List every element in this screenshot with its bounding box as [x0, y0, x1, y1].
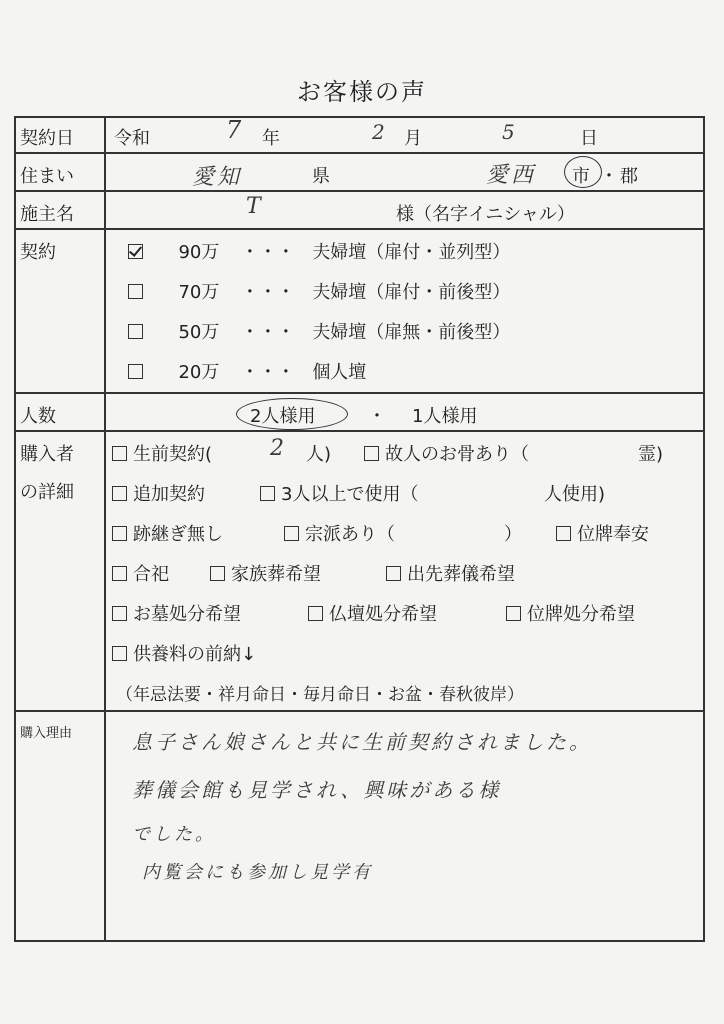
- detail-away-funeral: [386, 560, 515, 586]
- pre-contract-checkbox[interactable]: [112, 446, 127, 461]
- row-divider: [16, 710, 703, 712]
- label-buyer-details-1: 購入者: [20, 444, 74, 465]
- city-unit: 市: [572, 166, 590, 187]
- option-desc: 夫婦壇（扉付・前後型）: [312, 282, 511, 303]
- feedback-form: [14, 116, 705, 942]
- detail-sect: [284, 520, 395, 546]
- three-plus-label: 3人以上で使用（: [281, 484, 419, 505]
- detail-remains: [364, 440, 529, 466]
- day-handwritten: 5: [502, 120, 518, 144]
- people-separator: ・: [368, 406, 386, 427]
- ihai-disposal-checkbox[interactable]: [506, 606, 521, 621]
- prefecture-unit: 県: [312, 166, 330, 187]
- remains-tail: 霊): [638, 444, 664, 465]
- option-checkbox[interactable]: [128, 324, 143, 339]
- detail-ihai-disposal: [506, 600, 635, 626]
- detail-ihai: [556, 520, 649, 546]
- remains-label: 故人のお骨あり（: [385, 444, 529, 465]
- reason-line-3: でした。: [132, 824, 216, 845]
- reason-line-4: 内覧会にも参加し見学有: [142, 862, 373, 883]
- goshi-checkbox[interactable]: [112, 566, 127, 581]
- ihai-label: 位牌奉安: [577, 524, 649, 545]
- detail-additional: [112, 480, 205, 506]
- row-divider: [16, 190, 703, 192]
- label-people: 人数: [20, 406, 56, 427]
- prepay-label: 供養料の前納↓: [133, 644, 257, 665]
- additional-checkbox[interactable]: [112, 486, 127, 501]
- option-desc: 個人壇: [312, 362, 367, 383]
- away-funeral-label: 出先葬儀希望: [407, 564, 515, 585]
- additional-label: 追加契約: [133, 484, 205, 505]
- remains-checkbox[interactable]: [364, 446, 379, 461]
- district-unit: 郡: [620, 166, 638, 187]
- goshi-label: 合祀: [133, 564, 169, 585]
- family-funeral-checkbox[interactable]: [210, 566, 225, 581]
- prefecture-handwritten: 愛知: [192, 165, 243, 190]
- contract-option-row: [128, 278, 510, 304]
- option-dots: ・・・: [240, 242, 295, 263]
- era-text: 令和: [114, 128, 150, 149]
- two-person-option[interactable]: 2人様用: [250, 406, 316, 427]
- family-funeral-label: 家族葬希望: [231, 564, 321, 585]
- row-divider: [16, 228, 703, 230]
- day-unit: 日: [580, 128, 598, 149]
- row-divider: [16, 430, 703, 432]
- month-unit: 月: [404, 128, 422, 149]
- detail-no-heir: [112, 520, 223, 546]
- year-unit: 年: [262, 128, 280, 149]
- ihai-checkbox[interactable]: [556, 526, 571, 541]
- detail-altar-disposal: [308, 600, 437, 626]
- sect-tail: ）: [504, 524, 522, 545]
- detail-family-funeral: [210, 560, 321, 586]
- detail-prepay: [112, 640, 256, 666]
- detail-three-plus: [260, 480, 418, 506]
- residence-separator: ・: [600, 166, 618, 187]
- row-divider: [16, 152, 703, 154]
- pre-contract-tail: 人): [306, 444, 332, 465]
- away-funeral-checkbox[interactable]: [386, 566, 401, 581]
- sect-checkbox[interactable]: [284, 526, 299, 541]
- grave-disposal-label: お墓処分希望: [133, 604, 241, 625]
- prepay-note: （年忌法要・祥月命日・毎月命日・お盆・春秋彼岸）: [116, 685, 524, 705]
- altar-disposal-label: 仏壇処分希望: [329, 604, 437, 625]
- label-purchase-reason: 購入理由: [20, 726, 73, 741]
- option-dots: ・・・: [240, 282, 295, 303]
- altar-disposal-checkbox[interactable]: [308, 606, 323, 621]
- three-plus-checkbox[interactable]: [260, 486, 275, 501]
- label-residence: 住まい: [20, 166, 74, 187]
- contract-option-row: [128, 358, 366, 384]
- option-checkbox-checked[interactable]: [128, 244, 143, 259]
- pre-contract-count-handwritten: 2: [270, 436, 287, 461]
- label-owner-name: 施主名: [20, 204, 74, 225]
- owner-initial-handwritten: T: [246, 194, 264, 219]
- three-plus-tail: 人使用): [544, 484, 606, 505]
- option-price: 90万: [178, 242, 220, 263]
- option-desc: 夫婦壇（扉無・前後型）: [312, 322, 511, 343]
- contract-option-row: [128, 238, 510, 264]
- column-divider: [104, 118, 106, 940]
- owner-suffix: 様（名字イニシャル）: [396, 204, 575, 225]
- option-checkbox[interactable]: [128, 284, 143, 299]
- detail-grave-disposal: [112, 600, 241, 626]
- no-heir-checkbox[interactable]: [112, 526, 127, 541]
- label-contract-date: 契約日: [20, 128, 74, 149]
- option-checkbox[interactable]: [128, 364, 143, 379]
- form-title: お客様の声: [297, 78, 427, 106]
- ihai-disposal-label: 位牌処分希望: [527, 604, 635, 625]
- prepay-checkbox[interactable]: [112, 646, 127, 661]
- month-handwritten: 2: [372, 120, 388, 144]
- option-dots: ・・・: [240, 322, 295, 343]
- pre-contract-label: 生前契約(: [133, 444, 213, 465]
- one-person-option[interactable]: 1人様用: [412, 406, 478, 427]
- label-contract: 契約: [20, 242, 56, 263]
- row-divider: [16, 392, 703, 394]
- detail-pre-contract: [112, 440, 212, 466]
- grave-disposal-checkbox[interactable]: [112, 606, 127, 621]
- reason-line-1: 息子さん娘さんと共に生前契約されました。: [132, 730, 592, 754]
- option-price: 70万: [178, 282, 220, 303]
- option-desc: 夫婦壇（扉付・並列型）: [312, 242, 511, 263]
- year-handwritten: 7: [226, 116, 245, 144]
- label-buyer-details-2: の詳細: [20, 482, 74, 503]
- city-handwritten: 愛西: [486, 163, 537, 188]
- option-price: 50万: [178, 322, 220, 343]
- reason-line-2: 葬儀会館も見学され、興味がある様: [132, 778, 502, 802]
- option-price: 20万: [178, 362, 220, 383]
- contract-option-row: [128, 318, 510, 344]
- no-heir-label: 跡継ぎ無し: [133, 524, 223, 545]
- detail-goshi: [112, 560, 169, 586]
- sect-label: 宗派あり（: [305, 524, 395, 545]
- option-dots: ・・・: [240, 362, 295, 383]
